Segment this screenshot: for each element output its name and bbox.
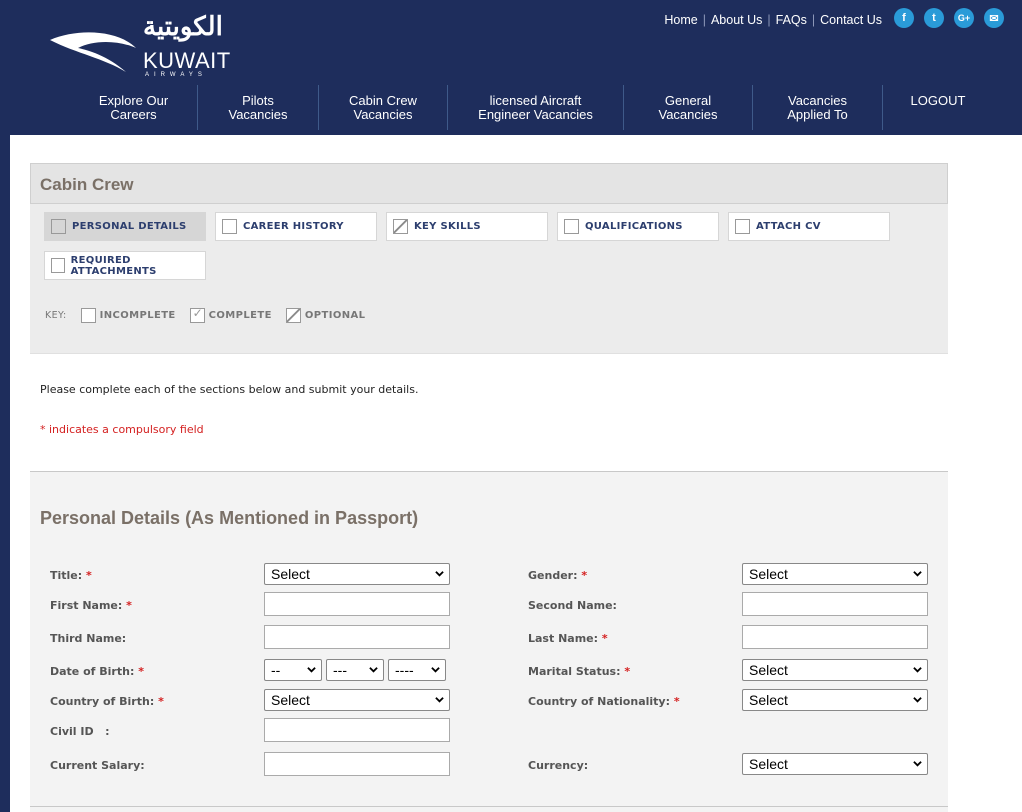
select-value: Select [749, 566, 788, 582]
gender-label [528, 569, 587, 582]
nav-logout[interactable] [883, 85, 993, 130]
complete-checkbox-icon [190, 308, 205, 323]
nav-label-line1: licensed Aircraft [489, 93, 582, 108]
select-value: Select [271, 692, 310, 708]
gender-select[interactable] [742, 563, 928, 585]
facebook-icon[interactable]: f [894, 8, 914, 28]
chevron-down-icon [431, 665, 440, 674]
required-mark: * [126, 599, 132, 612]
current-salary-field[interactable] [264, 752, 450, 776]
link-separator: | [811, 13, 816, 27]
required-mark: * [138, 665, 144, 678]
nav-label-line2: Engineer Vacancies [478, 107, 593, 122]
optional-checkbox-icon [286, 308, 301, 323]
third-name-label: Third Name: [50, 632, 127, 645]
nav-label-line1: Pilots [242, 93, 274, 108]
select-value: ---- [395, 662, 414, 678]
nav-label-line1: Explore Our [98, 93, 169, 108]
compulsory-note: * indicates a compulsory field [40, 423, 204, 436]
page-edge [1006, 135, 1022, 812]
nav-label-line1: Cabin Crew [349, 93, 417, 108]
link-separator: | [702, 13, 706, 27]
top-links [664, 13, 882, 27]
civil-id-label: Civil ID : [50, 725, 110, 738]
select-value: Select [749, 756, 788, 772]
select-value: -- [271, 662, 281, 678]
optional-checkbox-icon [393, 219, 408, 234]
select-value: --- [333, 662, 347, 678]
step-required-attachments[interactable] [44, 251, 206, 280]
nav-label-line1: General [664, 93, 712, 108]
title-label [50, 569, 92, 582]
chevron-down-icon [913, 569, 922, 578]
chevron-down-icon [435, 569, 444, 578]
key-label: KEY: [45, 310, 67, 321]
contact-us-link[interactable]: Contact Us [820, 13, 882, 27]
social-links [894, 8, 1004, 28]
key-complete-label: COMPLETE [208, 310, 272, 321]
select-value: Select [749, 692, 788, 708]
key-incomplete-label: INCOMPLETE [99, 310, 176, 321]
currency-label: Currency: [528, 759, 589, 772]
required-mark: * [86, 569, 92, 582]
intro-text: Please complete each of the sections below and submit your details. [40, 383, 419, 396]
title-select[interactable] [264, 563, 450, 585]
country-of-birth-select[interactable] [264, 689, 450, 711]
dob-year-select[interactable] [388, 659, 446, 681]
bird-logo-icon [48, 26, 138, 76]
google-plus-icon[interactable]: G+ [954, 8, 974, 28]
country-of-nationality-select[interactable] [742, 689, 928, 711]
label-text: First Name: [50, 599, 123, 612]
chevron-down-icon [913, 759, 922, 768]
step-attach-cv[interactable] [728, 212, 890, 241]
label-text: Country of Nationality: [528, 695, 670, 708]
nav-vacancies-applied[interactable] [753, 85, 883, 130]
step-career-history[interactable] [215, 212, 377, 241]
incomplete-checkbox-icon [51, 258, 65, 273]
steps-title-bar [30, 163, 948, 204]
logo-subtext: AIRWAYS [145, 72, 207, 78]
label-text: Country of Birth: [50, 695, 155, 708]
nav-engineer-vacancies[interactable] [448, 85, 624, 130]
required-mark: * [624, 665, 631, 678]
nav-cabin-crew-vacancies[interactable] [319, 85, 448, 130]
nav-pilots-vacancies[interactable] [198, 85, 319, 130]
home-link[interactable]: Home [664, 13, 698, 27]
required-mark: * [158, 695, 164, 708]
required-mark: * [601, 632, 608, 645]
last-name-field[interactable] [742, 625, 928, 649]
last-name-label [528, 632, 608, 645]
chevron-down-icon [913, 665, 922, 674]
label-text: Gender: [528, 569, 578, 582]
label-text: Date of Birth: [50, 665, 135, 678]
step-qualifications[interactable] [557, 212, 719, 241]
nav-explore-careers[interactable] [70, 85, 198, 130]
dob-month-select[interactable] [326, 659, 384, 681]
logo-arabic-text: الكويتية [143, 12, 223, 42]
key-optional-label: OPTIONAL [304, 310, 366, 321]
incomplete-checkbox-icon [81, 308, 96, 323]
link-separator: | [767, 13, 771, 27]
nav-label-line1: LOGOUT [910, 93, 966, 108]
civil-id-field[interactable] [264, 718, 450, 742]
nav-general-vacancies[interactable] [624, 85, 753, 130]
nav-label-line2: Vacancies [658, 107, 718, 122]
main-content [10, 135, 1006, 812]
country-of-nationality-label [528, 695, 680, 708]
step-label: PERSONAL DETAILS [72, 221, 187, 232]
incomplete-checkbox-icon [222, 219, 237, 234]
chevron-down-icon [435, 695, 444, 704]
key-optional [286, 308, 366, 323]
main-nav [70, 85, 993, 130]
faqs-link[interactable]: FAQs [775, 13, 807, 27]
step-key-skills[interactable] [386, 212, 548, 241]
site-header [0, 0, 1022, 135]
nav-label-line2: Applied To [787, 107, 848, 122]
chevron-down-icon [913, 695, 922, 704]
section-title: Personal Details (As Mentioned in Passport) [40, 508, 419, 528]
chevron-down-icon [369, 665, 378, 674]
email-icon[interactable]: ✉ [984, 8, 1004, 28]
key-incomplete [81, 308, 176, 323]
nav-label-line2: Careers [110, 107, 157, 122]
application-steps-panel [30, 163, 948, 354]
incomplete-checkbox-icon [564, 219, 579, 234]
label-text: Last Name: [528, 632, 599, 645]
select-value: Select [749, 662, 788, 678]
step-personal-details[interactable] [44, 212, 206, 241]
select-value: Select [271, 566, 310, 582]
page-title: Cabin Crew [40, 175, 134, 194]
first-name-label [50, 599, 132, 612]
section-divider [30, 806, 948, 807]
dob-day-select[interactable] [264, 659, 322, 681]
step-label: REQUIRED ATTACHMENTS [70, 254, 157, 277]
nav-label-line1: Vacancies [787, 93, 847, 108]
nav-label-line2: Vacancies [353, 107, 413, 122]
dob-label [50, 665, 144, 678]
personal-details-section [30, 471, 948, 812]
marital-status-select[interactable] [742, 659, 928, 681]
incomplete-checkbox-icon [735, 219, 750, 234]
step-label: QUALIFICATIONS [585, 221, 683, 232]
label-text: Title: [50, 569, 83, 582]
step-label: CAREER HISTORY [243, 221, 344, 232]
third-name-field[interactable] [264, 625, 450, 649]
required-mark: * [673, 695, 680, 708]
marital-status-label [528, 665, 630, 678]
second-name-label: Second Name: [528, 599, 617, 612]
label-text: Marital Status: [528, 665, 621, 678]
kuwait-airways-logo[interactable] [48, 12, 238, 80]
step-label: KEY SKILLS [414, 221, 481, 232]
first-name-field[interactable] [264, 592, 450, 616]
required-mark: * [581, 569, 588, 582]
logo-wordmark: KUWAIT [143, 48, 231, 73]
step-label: ATTACH CV [756, 221, 821, 232]
twitter-icon[interactable]: t [924, 8, 944, 28]
country-of-birth-label [50, 695, 164, 708]
current-salary-label: Current Salary: [50, 759, 145, 772]
status-key [45, 308, 379, 323]
key-complete [190, 308, 272, 323]
chevron-down-icon [307, 665, 316, 674]
about-us-link[interactable]: About Us [710, 13, 763, 27]
currency-select[interactable] [742, 753, 928, 775]
nav-label-line2: Vacancies [228, 107, 288, 122]
second-name-field[interactable] [742, 592, 928, 616]
incomplete-checkbox-icon [51, 219, 66, 234]
